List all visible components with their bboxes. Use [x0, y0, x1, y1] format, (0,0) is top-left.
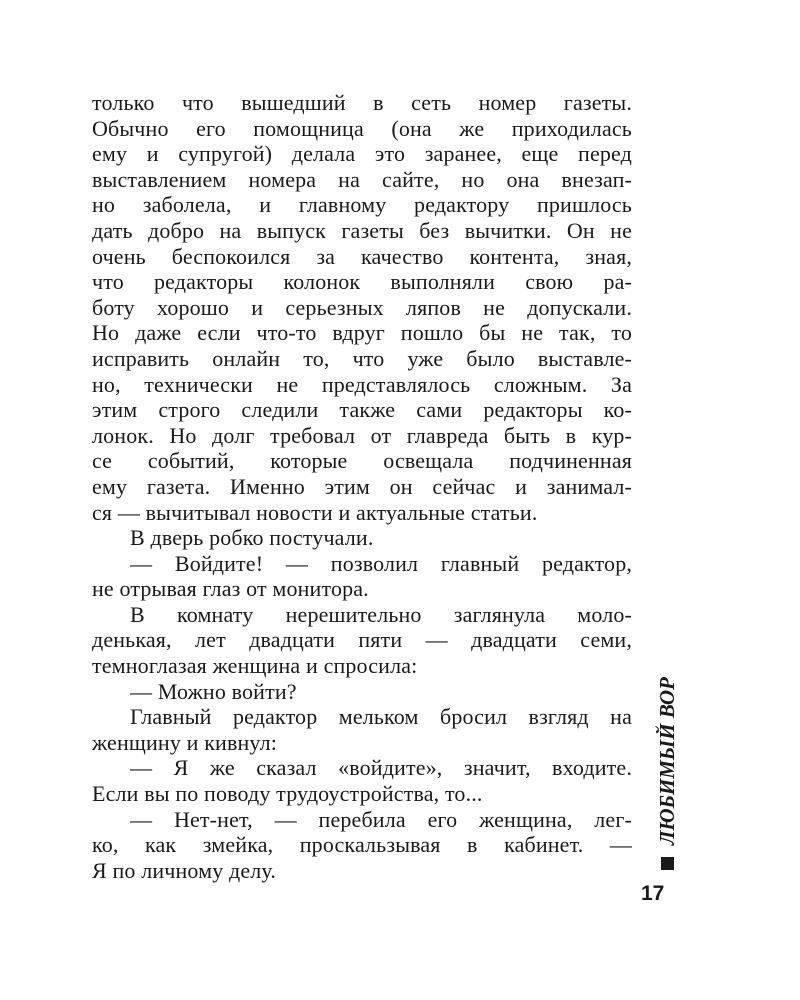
text-line: денькая, лет двадцати пяти — двадцати семи, — [92, 627, 632, 653]
text-line: ся — вычитывал новости и актуальные статьи. — [92, 499, 538, 525]
text-line: ко, как змейка, проскальзывая в кабинет. — — [92, 832, 632, 858]
text-line: женщину и кивнул: — [92, 729, 278, 755]
text-line: Если вы по поводу трудоустройства, то... — [92, 781, 483, 807]
text-line: выставлением номера на сайте, но она внезап- — [92, 166, 632, 192]
text-line: этим строго следили также сами редакторы ко- — [92, 397, 632, 423]
text-line: Обычно его помощница (она же приходилась — [92, 115, 632, 141]
text-line: Но даже если что-то вдруг пошло бы не так, то — [92, 320, 632, 346]
square-bullet-icon — [661, 857, 674, 870]
text-line: Я по личному делу. — [92, 857, 276, 883]
text-line: В комнату нерешительно заглянула моло- — [130, 601, 632, 627]
text-line: лонок. Но долг требовал от главреда быть в кур- — [92, 422, 632, 448]
running-title-text: ЛЮБИМЫЙ ВОР — [655, 677, 679, 845]
text-line: только что вышедший в сеть номер газеты. — [92, 90, 632, 115]
text-line: — Нет-нет, — перебила его женщина, лег- — [130, 806, 632, 832]
text-line: исправить онлайн то, что уже было выставле- — [92, 345, 632, 371]
text-line: В дверь робко постучали. — [130, 525, 374, 551]
text-line: но заболела, и главному редактору пришлось — [92, 192, 632, 218]
running-title — [655, 677, 680, 870]
text-line: ему газета. Именно этим он сейчас и занимал- — [92, 473, 632, 499]
text-line: — Можно войти? — [130, 678, 297, 704]
text-line: дать добро на выпуск газеты без вычитки. Он не — [92, 217, 632, 243]
text-line: ему и супругой) делала это заранее, еще перед — [92, 141, 632, 167]
text-line: очень беспокоился за качество контента, зная, — [92, 243, 632, 269]
body-text — [92, 90, 632, 883]
text-line: не отрывая глаз от монитора. — [92, 576, 369, 602]
text-line: боту хорошо и серьезных ляпов не допускали. — [92, 294, 632, 320]
text-line: темноглазая женщина и спросила: — [92, 653, 418, 679]
text-line: — Я же сказал «войдите», значит, входите. — [130, 755, 632, 781]
text-line: что редакторы колонок выполняли свою ра- — [92, 269, 632, 295]
text-line: се событий, которые освещала подчиненная — [92, 448, 632, 474]
text-line: — Войдите! — позволил главный редактор, — [130, 550, 632, 576]
page-number: 17 — [641, 882, 665, 905]
text-line: Главный редактор мельком бросил взгляд на — [130, 704, 632, 730]
text-line: но, технически не представлялось сложным. За — [92, 371, 632, 397]
